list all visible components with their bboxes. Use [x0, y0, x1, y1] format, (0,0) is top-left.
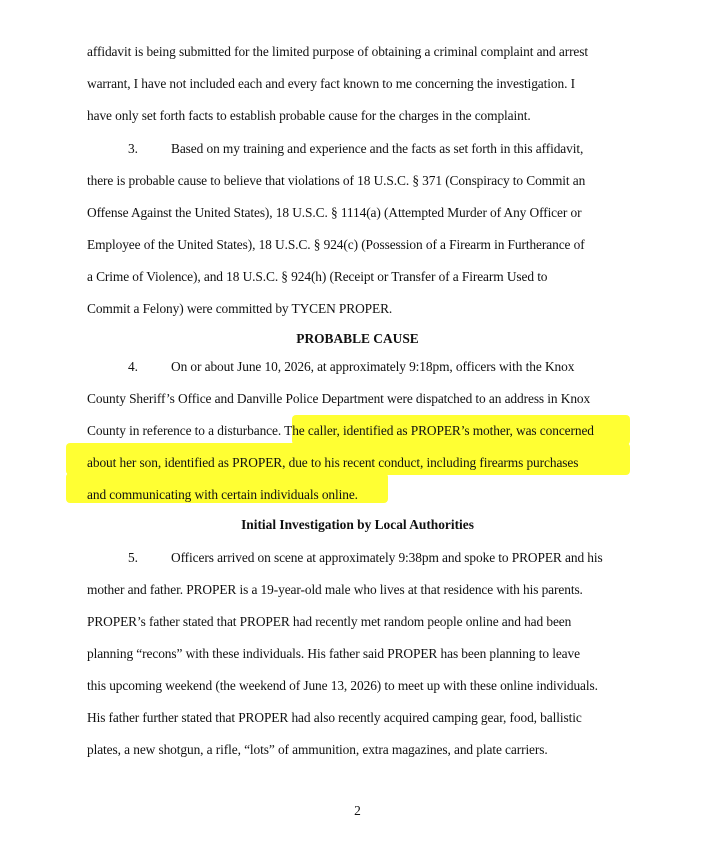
text-line: His father further stated that PROPER had also recently acquired camping gear, food, ballistic: [87, 710, 582, 725]
text-line: Based on my training and experience and the facts as set forth in this affidavit,: [171, 141, 584, 156]
text-line: Officers arrived on scene at approximately 9:38pm and spoke to PROPER and his: [171, 550, 603, 565]
text-line: Offense Against the United States), 18 U.S.C. § 1114(a) (Attempted Murder of Any Officer or: [87, 205, 582, 220]
text-line: there is probable cause to believe that violations of 18 U.S.C. § 371 (Conspiracy to Commit an: [87, 173, 586, 188]
text-segment: County in reference to a disturbance.: [87, 423, 285, 438]
highlighted-text: The caller, identified as PROPER’s mother, was concerned: [284, 423, 594, 438]
text-line: PROPER’s father stated that PROPER had recently met random people online and had been: [87, 614, 572, 629]
paragraph-number: 4.: [128, 359, 138, 374]
text-line: On or about June 10, 2026, at approximately 9:18pm, officers with the Knox: [171, 359, 575, 374]
text-line: Commit a Felony) were committed by TYCEN PROPER.: [87, 301, 393, 316]
paragraph-3-first-line: [128, 141, 583, 157]
paragraph-number: 3.: [128, 141, 138, 156]
text-line: warrant, I have not included each and every fact known to me concerning the investigation. I: [87, 76, 575, 91]
page-number: 2: [354, 803, 361, 818]
text-line: [87, 423, 594, 439]
text-line: County Sheriff’s Office and Danville Police Department were dispatched to an address in Knox: [87, 391, 591, 406]
text-line: plates, a new shotgun, a rifle, “lots” of ammunition, extra magazines, and plate carriers.: [87, 742, 548, 757]
text-line: affidavit is being submitted for the limited purpose of obtaining a criminal complaint and arrest: [87, 44, 589, 59]
text-line: this upcoming weekend (the weekend of June 13, 2026) to meet up with these online individuals.: [87, 678, 598, 693]
paragraph-5-first-line: [128, 550, 603, 566]
text-line: planning “recons” with these individuals. His father said PROPER has been planning to leave: [87, 646, 580, 661]
paragraph-number: 5.: [128, 550, 138, 565]
highlighted-text: about her son, identified as PROPER, due to his recent conduct, including firearms purchases: [87, 455, 579, 470]
text-line: have only set forth facts to establish probable cause for the charges in the complaint.: [87, 108, 531, 123]
paragraph-4-first-line: [128, 359, 574, 375]
highlighted-text: and communicating with certain individuals online.: [87, 487, 358, 502]
text-line: Employee of the United States), 18 U.S.C. § 924(c) (Possession of a Firearm in Furtherance of: [87, 237, 585, 252]
text-line: a Crime of Violence), and 18 U.S.C. § 924(h) (Receipt or Transfer of a Firearm Used to: [87, 269, 548, 284]
section-heading-initial-investigation: Initial Investigation by Local Authorities: [241, 517, 474, 532]
text-line: mother and father. PROPER is a 19-year-old male who lives at that residence with his parents.: [87, 582, 583, 597]
section-heading-probable-cause: PROBABLE CAUSE: [296, 331, 419, 346]
